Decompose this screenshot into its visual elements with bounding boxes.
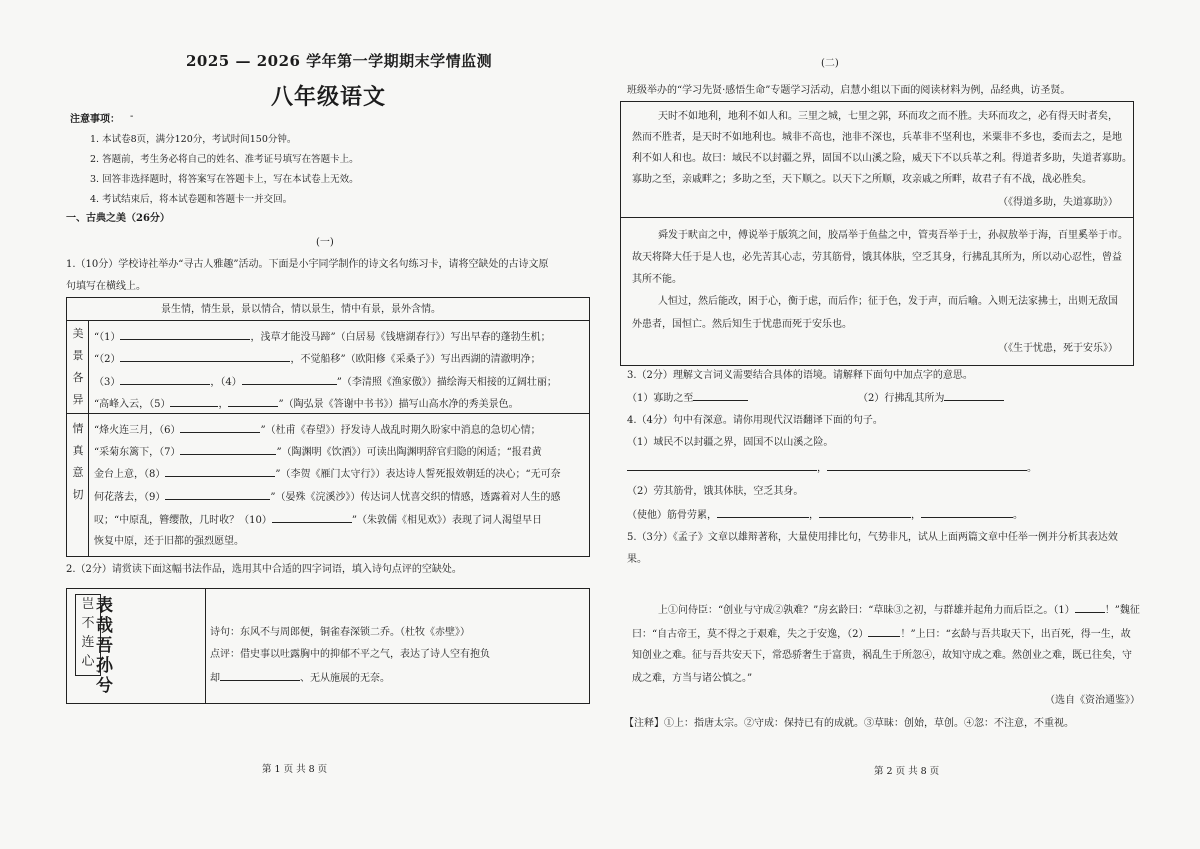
poem-line: 诗句：东风不与周郎便，铜雀春深锁二乔。（杜牧《赤壁》） [210,627,470,638]
page-footer: 第 1 页 共 8 页 [262,764,328,775]
notice-heading: 注意事项： [70,114,120,125]
group-label: 美景各异 [72,327,84,406]
calligraphy-artwork: 表哉吾孙兮 [96,596,113,696]
seal-stamp: 岂不连 心 [75,594,101,676]
notice-dash: - [130,111,134,122]
card-line: “采菊东篱下，（7） ”（陶渊明《饮酒》）可读出陶渊明辞官归隐的闲适；“报君黄 [94,444,542,460]
card-line: “高峰入云，（5） ， ”（陶弘景《答谢中书书》）描写山高水净的秀美景色。 [94,396,519,412]
comment-line: 点评：借史事以吐露胸中的抑郁不平之气，表达了诗人空有抱负 [210,649,490,660]
passage-line: 然而不胜者，是天时不如地利也。城非不高也，池非不深也，兵革非不坚利也，米粟非不多也，委而去之，是地 [632,132,1122,143]
question-1-text: 1.（10分）学校诗社举办“寻古人雅趣”活动。下面是小宇同学制作的诗文名句练习卡，请将空缺处的古诗文原 [66,259,549,270]
section-heading: 一、古典之美（26分） [66,213,170,224]
question-4-item: （1）域民不以封疆之界，固国不以山溪之险。 [627,437,834,448]
passage-line: 人恒过，然后能改，困于心，衡于虑，而后作；征于色，发于声，而后喻。入则无法家拂士，出则无敌国 [658,296,1118,307]
answer-line: （使他）筋骨劳累， ， ， 。 [627,507,1023,523]
passage-line: 曰：“自古帝王，莫不得之于艰难，失之于安逸，（2） ！”上曰：“玄龄与吾共取天下，出百死，得一生，故 [632,626,1131,642]
question-2-text: 2.（2分）请赏读下面这幅书法作品，选用其中合适的四字词语，填入诗句点评的空缺处。 [66,564,462,575]
passage-source: （选自《资治通鉴》） [1045,695,1140,706]
card-line: “（2） ，不觉船移”（欧阳修《采桑子》）写出西湖的清澈明净； [94,351,541,367]
subject-title: 八年级语文 [271,84,387,110]
question-3-item: （2）行拂乱其所为 [858,390,1004,406]
card-line: 金台上意，（8） ”（李贺《雁门太守行》）表达诗人誓死报效朝廷的决心；“无可奈 [94,466,561,482]
passage-source: （《生于忧患，死于安乐》） [998,343,1118,354]
passage-line: 故天将降大任于是人也，必先苦其心志，劳其筋骨，饿其体肤，空乏其身，行拂乱其所为，所以动心忍性，曾益 [632,252,1122,263]
card-line: 叹；“中原乱，簪缨散，几时收？（10） ”（朱敦儒《相见欢》）表现了词人渴望早日 [94,512,542,528]
notice-item: 3. 回答非选择题时，将答案写在答题卡上，写在本试卷上无效。 [90,174,359,185]
page-2 [600,0,1200,849]
calligraphy-table [66,588,590,704]
notice-item: 4. 考试结束后，将本试卷题和答题卡一并交回。 [90,194,293,205]
passage-line: 寡助之至，亲戚畔之；多助之至，天下顺之。以天下之所顺，攻亲戚之所畔，故君子有不战，战必胜矣。 [632,174,1092,185]
passage-source: （《得道多助，失道寡助》） [998,197,1118,208]
question-5-text: 果。 [627,554,647,565]
exam-title: 2025 — 2026 学年第一学期期末学情监测 [186,52,493,70]
passage-line: 天时不如地利，地利不如人和。三里之城，七里之郭，环而攻之而不胜。夫环而攻之，必有得天时者矣， [658,111,1118,122]
group-label: 情真意切 [72,422,84,501]
question-4-item: （2）劳其筋骨，饿其体肤，空乏其身。 [627,486,804,497]
question-5-text: 5.（3分）《孟子》文章以雄辩著称，大量使用排比句，气势非凡，试从上面两篇文章中任举一例并分析其表达效 [627,532,1118,543]
passage-line: 其所不能。 [632,274,682,285]
question-3-item: （1）寡助之至 [627,390,748,406]
card-line: 恢复中原，还于旧都的强烈愿望。 [94,536,244,547]
question-1-text: 句填写在横线上。 [66,281,146,292]
passage-line: 上①问侍臣：“创业与守成②孰难？”房玄龄曰：“草昧③之初，与群雄并起角力而后臣之。（1） ！”魏征 [658,602,1140,618]
subsection-heading: (二) [821,58,839,69]
card-line: （3） ，（4） ”（李清照《渔家傲》）描绘海天相接的辽阔壮丽； [94,374,557,390]
passage-line: 外患者，国恒亡。然后知生于忧患而死于安乐也。 [632,319,852,330]
passage-line: 成之难，方当与诸公慎之。” [632,673,753,684]
passage-line: 舜发于畎亩之中，傅说举于版筑之间，胶鬲举于鱼盐之中，管夷吾举于士，孙叔敖举于海，百里奚举于市。 [658,230,1128,241]
answer-line: ， 。 [627,460,1037,476]
card-line: “（1） ，浅草才能没马蹄”（白居易《钱塘湖春行》）写出早春的蓬勃生机； [94,329,551,345]
passage-line: 利不如人和也。故曰：域民不以封疆之界，固国不以山溪之险，威天下不以兵革之利。得道者多助，失道者寡助。 [632,153,1132,164]
notice-item: 2. 答题前，考生务必将自己的姓名、准考证号填写在答题卡上。 [90,154,359,165]
notice-item: 1. 本试卷8页，满分120分，考试时间150分钟。 [90,134,297,145]
annotation-notes: 【注释】①上：指唐太宗。②守成：保持已有的成就。③草昧：创始，草创。④忽：不注意，不重视。 [624,718,1074,729]
card-line: “烽火连三月，（6） ”（杜甫《春望》）抒发诗人战乱时期久盼家中消息的急切心情； [94,422,541,438]
card-line: 何花落去，（9） ”（晏殊《浣溪沙》）传达词人忧喜交织的情感，透露着对人生的感 [94,489,561,505]
question-3-text: 3.（2分）理解文言词义需要结合具体的语境。请解释下面句中加点字的意思。 [627,370,973,381]
card-header: 景生情，情生景，景以情合，情以景生，情中有景，景外含情。 [161,304,441,315]
comment-line: 却 、无从施展的无奈。 [210,670,390,686]
subsection-heading: (一) [316,237,334,248]
activity-intro: 班级举办的“学习先贤·感悟生命”专题学习活动，启慧小组以下面的阅读材料为例，品经典，访圣贤。 [627,85,1071,96]
page-footer: 第 2 页 共 8 页 [874,766,940,777]
passage-line: 知创业之难。征与吾共安天下，常恐骄奢生于富贵，祸乱生于所忽④，故知守成之难。然创业之难，既已往矣，守 [632,650,1132,661]
question-4-text: 4.（4分）句中有深意。请你用现代汉语翻译下面的句子。 [627,415,883,426]
